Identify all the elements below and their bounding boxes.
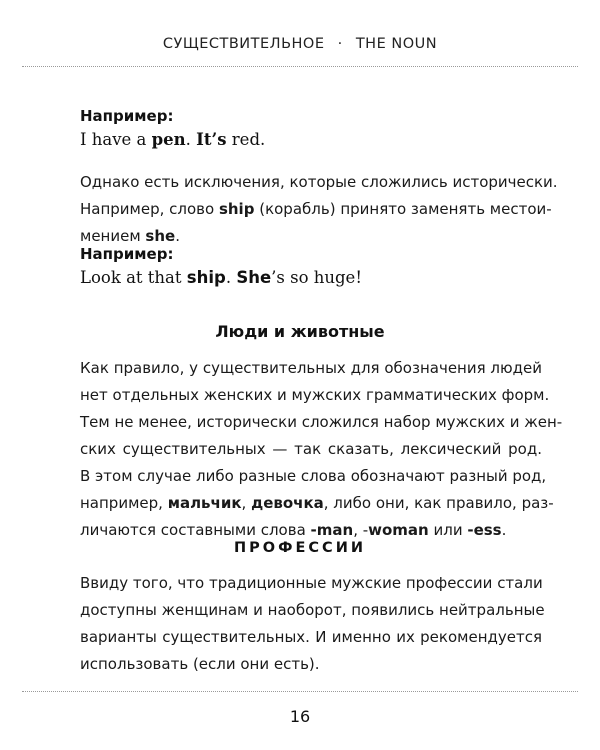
header-chapter-en: THE NOUN xyxy=(355,36,438,52)
header-chapter-ru: СУЩЕСТВИТЕЛЬНОЕ xyxy=(162,36,325,52)
paragraph-professions: Ввиду того, что традиционные мужские профессии стали доступны женщинам и наоборот, появились нейтральные варианты существительных. И именно их рекомендуется использовать (если они есть). xyxy=(80,574,545,673)
example-sentence: Look at that ship. She’s so huge! xyxy=(80,268,362,287)
example-label: Например: xyxy=(80,245,174,263)
paragraph-people-animals: Как правило, у существительных для обозначения людей нет отдельных женских и мужских грамматических форм. Тем не менее, исторически сложился набор мужских и жен- ских существительных — так сказать, лексический род. В этом случае либо разные слова обозначают разный род, например, мальчик, девочка, либо они, как правило, раз- личаются составными слова -man, -woman или -ess. xyxy=(80,359,563,539)
header-separator: · xyxy=(337,36,343,52)
example-sentence: I have a pen. It’s red. xyxy=(80,130,266,149)
footer-divider xyxy=(22,691,578,692)
section-heading: Люди и животные xyxy=(215,322,385,341)
running-header xyxy=(0,36,600,52)
section-heading: ПРОФЕССИИ xyxy=(234,540,366,556)
header-divider xyxy=(22,66,578,67)
example-label: Например: xyxy=(80,107,174,125)
page-number: 16 xyxy=(289,707,311,726)
paragraph-exceptions: Однако есть исключения, которые сложились исторически. Например, слово ship (корабль) принято заменять местои- мением she. xyxy=(80,173,558,245)
